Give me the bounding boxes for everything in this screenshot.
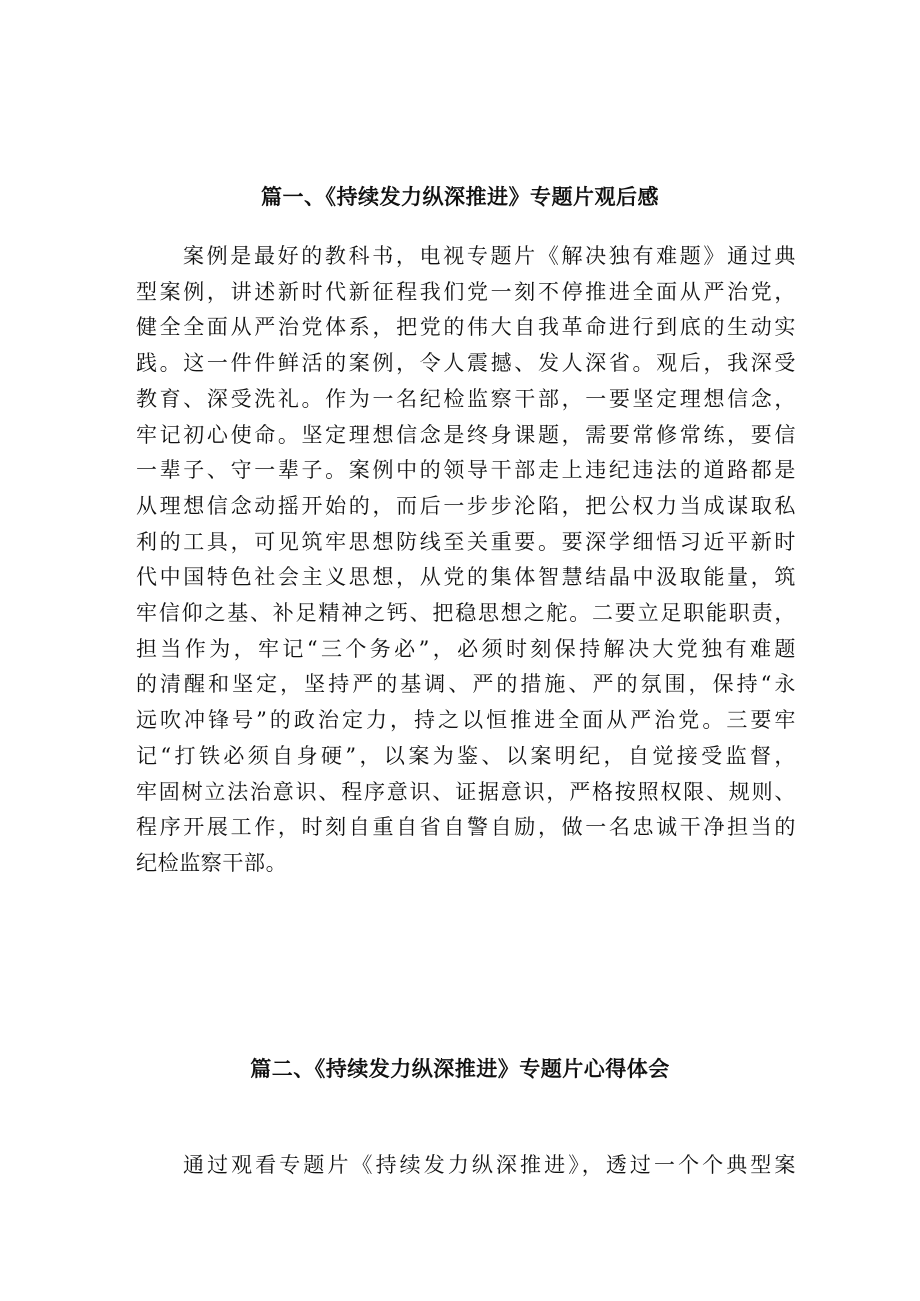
body-line: 牢固树立法治意识、程序意识、证据意识，严格按照权限、规则、 [136,779,796,804]
body-line: 从理想信念动摇开始的，而后一步步沦陷，把公权力当成谋取私 [136,493,796,518]
body-line: 远吹冲锋号”的政治定力，持之以恒推进全面从严治党。三要牢 [136,708,796,733]
body-line: 程序开展工作，时刻自重自省自警自励，做一名忠诚干净担当的 [136,815,796,840]
section1-body [136,239,796,882]
section2-body [136,1148,796,1184]
body-line: 一辈子、守一辈子。案例中的领导干部走上违纪违法的道路都是 [136,458,796,483]
body-line: 案例是最好的教科书，电视专题片《解决独有难题》通过典 [183,244,796,268]
body-line: 纪检监察干部。 [136,850,288,875]
section2-title: 篇二、《持续发力纵深推进》专题片心得体会 [250,1057,670,1081]
body-line: 型案例，讲述新时代新征程我们党一刻不停推进全面从严治党， [136,279,796,304]
body-line: 健全全面从严治党体系，把党的伟大自我革命进行到底的生动实 [136,315,796,340]
body-line: 牢信仰之基、补足精神之钙、把稳思想之舵。二要立足职能职责， [136,601,796,626]
body-line: 的清醒和坚定，坚持严的基调、严的措施、严的氛围，保持“永 [136,672,796,697]
body-line: 担当作为，牢记“三个务必”，必须时刻保持解决大党独有难题 [136,636,796,661]
section1-title: 篇一、《持续发力纵深推进》专题片观后感 [261,185,659,209]
body-line: 教育、深受洗礼。作为一名纪检监察干部，一要坚定理想信念， [136,386,796,411]
body-line: 牢记初心使命。坚定理想信念是终身课题，需要常修常练，要信 [136,422,796,447]
body-line: 记“打铁必须自身硬”，以案为鉴、以案明纪，自觉接受监督， [136,743,796,768]
body-line: 践。这一件件鲜活的案例，令人震撼、发人深省。观后，我深受 [136,351,796,376]
body-line: 利的工具，可见筑牢思想防线至关重要。要深学细悟习近平新时 [136,529,796,554]
body-line: 代中国特色社会主义思想，从党的集体智慧结晶中汲取能量，筑 [136,565,796,590]
body-line: 通过观看专题片《持续发力纵深推进》，透过一个个典型案 [183,1153,796,1177]
